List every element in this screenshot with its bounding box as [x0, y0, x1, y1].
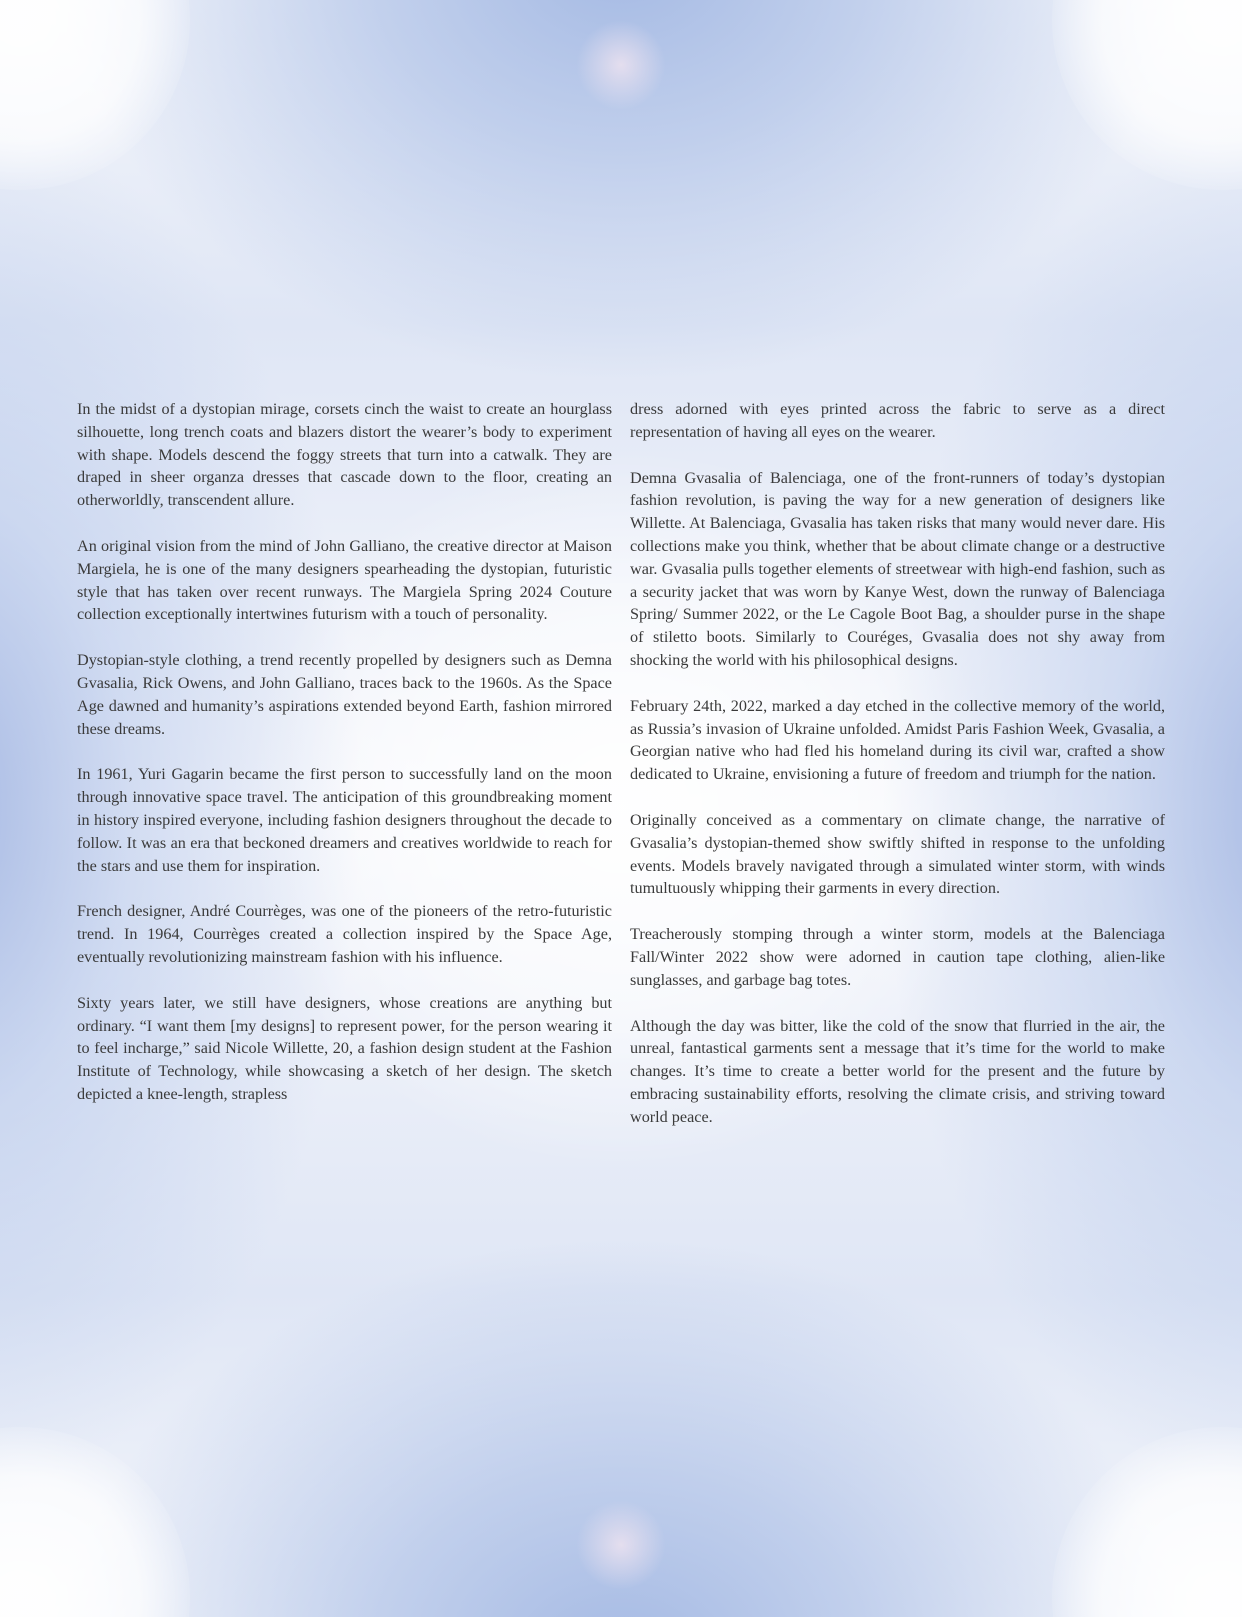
background-glow-bottom-left [0, 1427, 190, 1617]
background-glow-bottom-right [1052, 1427, 1242, 1617]
background-glow-top-left [0, 0, 190, 190]
article-paragraph: In 1961, Yuri Gagarin became the first person to successfully land on the moon through innovative space travel. The anticipation of this groundbreaking moment in history inspired everyone, including fashion designers throughout the decade to follow. It was an era that beckoned dreamers and creatives worldwide to reach for the stars and use them for inspiration. [77, 765, 612, 875]
article-paragraph: Dystopian-style clothing, a trend recently propelled by designers such as Demna Gvasalia, Rick Owens, and John Galliano, traces back to the 1960s. As the Space Age dawned and humanity’s aspirations extended beyond Earth, fashion mirrored these dreams. [77, 651, 612, 738]
article-paragraph: Demna Gvasalia of Balenciaga, one of the front-runners of today’s dystopian fashion revolution, is paving the way for a new generation of designers like Willette. At Balenciaga, Gvasalia has taken risks that many would never dare. His collections make you think, whether that be about climate change or a destructive war. Gvasalia pulls together elements of streetwear with high-end fashion, such as a security jacket that was worn by Kanye West, down the runway of Balenciaga Spring/ Summer 2022, or the Le Cagole Boot Bag, a shoulder purse in the shape of stiletto boots. Similarly to Couréges, Gvasalia does not shy away from shocking the world with his philosophical designs. [630, 468, 1165, 669]
article-paragraph: dress adorned with eyes printed across the fabric to serve as a direct representation of having all eyes on the wearer. [630, 400, 1165, 441]
article-left-column [77, 398, 612, 1129]
article-body [77, 398, 1165, 1129]
article-paragraph: Although the day was bitter, like the cold of the snow that flurried in the air, the unreal, fantastical garments sent a message that it’s time for the world to make changes. It’s time to create a better world for the present and the future by embracing sustainability efforts, resolving the climate crisis, and striving toward world peace. [630, 1016, 1165, 1126]
article-right-column [630, 398, 1165, 1129]
background-sparkle-top [576, 20, 666, 110]
article-paragraph: In the midst of a dystopian mirage, corsets cinch the waist to create an hourglass silhouette, long trench coats and blazers distort the wearer’s body to experiment with shape. Models descend the foggy streets that turn into a catwalk. They are draped in sheer organza dresses that cascade down to the floor, creating an otherworldly, transcendent allure. [77, 400, 612, 510]
article-paragraph: Originally conceived as a commentary on climate change, the narrative of Gvasalia’s dystopian-themed show swiftly shifted in response to the unfolding events. Models bravely navigated through a simulated winter storm, with winds tumultuously whipping their garments in every direction. [630, 810, 1165, 898]
background-sparkle-bottom [576, 1500, 666, 1590]
background-glow-top-right [1052, 0, 1242, 190]
article-paragraph: French designer, André Courrèges, was one of the pioneers of the retro-futuristic trend. In 1964, Courrèges created a collection inspired by the Space Age, eventually revolutionizing mainstream fashion with his influence. [77, 902, 612, 966]
article-paragraph: An original vision from the mind of John Galliano, the creative director at Maison Margiela, he is one of the many designers spearheading the dystopian, futuristic style that has taken over recent runways. The Margiela Spring 2024 Couture collection exceptionally intertwines futurism with a touch of personality. [77, 536, 612, 624]
article-paragraph: Treacherously stomping through a winter storm, models at the Balenciaga Fall/Winter 2022 show were adorned in caution tape clothing, alien-like sunglasses, and garbage bag totes. [630, 925, 1165, 989]
article-paragraph: February 24th, 2022, marked a day etched in the collective memory of the world, as Russia’s invasion of Ukraine unfolded. Amidst Paris Fashion Week, Gvasalia, a Georgian native who had fled his homeland during its civil war, crafted a show dedicated to Ukraine, envisioning a future of freedom and triumph for the nation. [630, 696, 1165, 784]
article-paragraph: Sixty years later, we still have designers, whose creations are anything but ordinary. “I want them [my designs] to represent power, for the person wearing it to feel incharge,” said Nicole Willette, 20, a fashion design student at the Fashion Institute of Technology, while showcasing a sketch of her design. The sketch depicted a knee-length, strapless [77, 993, 612, 1103]
